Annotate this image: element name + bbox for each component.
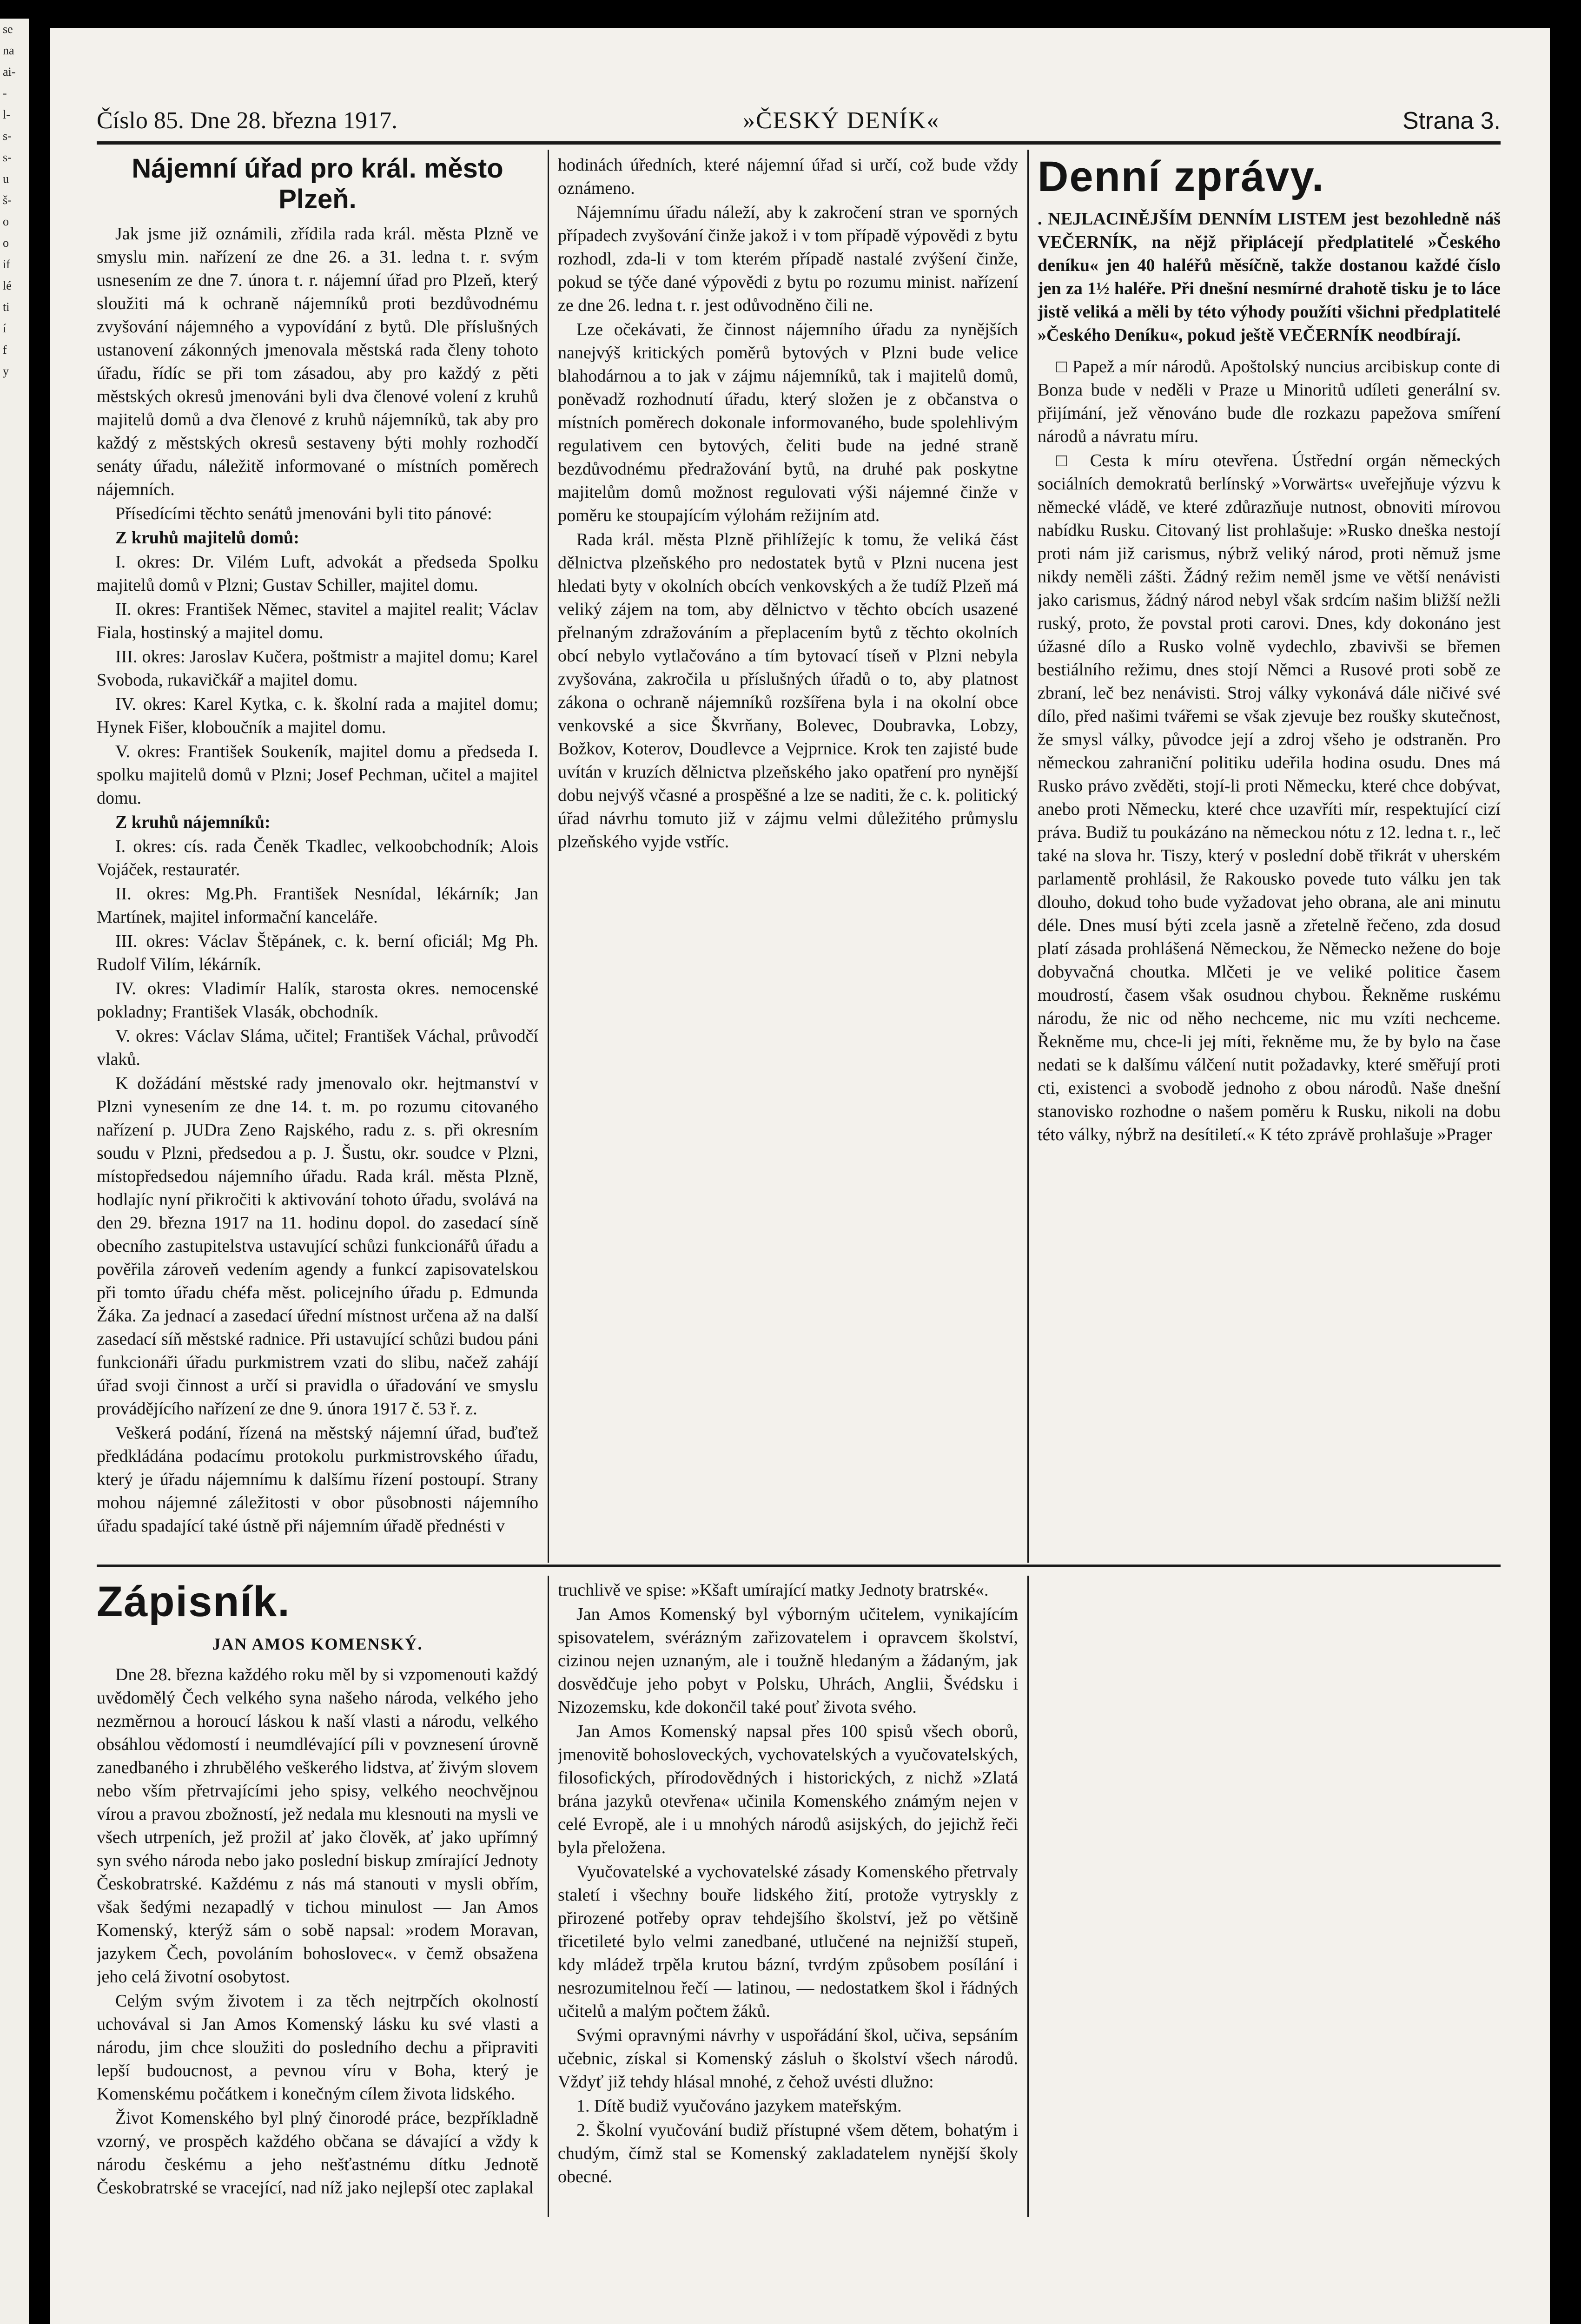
article-paragraph: I. okres: Dr. Vilém Luft, advokát a předseda Spolku majitelů domů v Plzni; Gustav Schiller, majitel domu. xyxy=(97,552,538,595)
strip-fragment: na xyxy=(3,44,14,57)
strip-fragment: ai- xyxy=(3,65,16,79)
article-paragraph: III. okres: Václav Štěpánek, c. k. berní oficiál; Mg Ph. Rudolf Vilím, lékárník. xyxy=(97,931,538,974)
column-divider xyxy=(548,150,549,1563)
news-item: □ Cesta k míru otevřena. Ústřední orgán německých sociálních demokratů berlínský »Vorwärts« uveřejňuje výzvu k německé vládě, ve které zdůrazňuje nutnost, obnoviti mírovou nabídku Rusku. Citovaný list prohlašuje: »Rusko dneška nestojí proti nám již carismus, nýbrž veliký národ, proti němuž jsme nikdy neměli zášti. Žádný režim neměl jsme ve větší nenávisti jako carismus, žádný národ nebyl však srdcím našim bližší nežli ruský, proto, že povstal proti carovi. Dnes, kdy dokonáno jest úžasné dílo a Rusko volně vydechlo, zbavivši se břemen bestiálního režimu, dnes stojí Němci a Rusové proti sobě ze zbraní, leč bez nenávisti. Stroj války vykonává dále ničivé své dílo, před našimi tvářemi se však zjevuje bez roušky skutečnost, že smysl války, původce její a zdroj všeho je odstraněn. Pro německou zahraniční politiku udeřila hodina osudu. Dnes má Rusko právo zvěděti, stojí-li proti Německu, které chce dobývat, anebo proti Německu, které chce uzavříti mír, respektující cizí práva. Budiž tu poukázáno na německou nótu z 12. ledna t. r., leč také na slova hr. Tiszy, který v poslední době třikrát v uherském parlamentě prohlásil, že Rakousko povede tuto válku jen tak dlouho, dokud toho bude vyžadovat jeho obrana, ale ani minutu déle. Dnes musí býti zcela jasně a zřetelně řečeno, zda dosud platí zásada prohlášená Německou, že Německo nežene do boje dobyvačná choutka. Mlčeti je ve veliké politice časem moudrostí, časem však osudnou chybou. Řekněme ruskému národu, že nic od něho nechceme, nic mu vzíti nechceme. Řekněme mu, chce-li jej míti, řekněme mu, že by bylo na čase nedati se k dalšímu válčení nutit požadavky, které směřují proti cti, existenci a svobodě jednoho z obou národů. Naše dnešní stanovisko rozhodne o našem poměru k Rusku, nikoli na dobu této války, nýbrž na desítiletí.« K této zprávě prohlašuje »Prager xyxy=(1038,451,1501,1144)
notebook-paragraph: Život Komenského byl plný činorodé práce, bezpříkladně vzorný, ve prospěch každého občana se dávající a vždy k národu českému a jeho nešťastnému dítku Jednotě Českobratrské se vracející, nad níž jako nejlepší otec zaplakal xyxy=(97,2108,538,2198)
news-item: □ Papež a mír národů. Apoštolský nuncius arcibiskup conte di Bonza bude v neděli v Praze u Minoritů udíleti generální sv. přijímání, jež věnováno bude dle rozkazu papežova smíření národů a návratu míru. xyxy=(1038,357,1501,446)
adjacent-page-strip xyxy=(0,19,29,2324)
page-header xyxy=(97,102,1501,139)
notebook-paragraph: Jan Amos Komenský byl výborným učitelem, vynikajícím spisovatelem, svérázným zařizovatelem i opravcem školství, cizinou nejen uznaným, ale i toužně hledaným a žádaným, jak dosvědčuje jeho pobyt v Polsku, Uhrách, Anglii, Švédsku i Nizozemsku, kde dokončil také pouť života svého. xyxy=(558,1604,1018,1717)
article-paragraph: I. okres: cís. rada Čeněk Tkadlec, velkoobchodník; Alois Vojáček, restauratér. xyxy=(97,837,538,879)
header-rule xyxy=(97,141,1501,145)
daily-news-column xyxy=(1038,153,1501,1557)
article-paragraph: II. okres: František Němec, stavitel a majitel realit; Václav Fiala, hostinský a majitel domu. xyxy=(97,600,538,642)
strip-fragment: u xyxy=(3,172,9,185)
news-headline: Denní zprávy. xyxy=(1038,153,1325,200)
article-paragraph: V. okres: František Soukeník, majitel domu a předseda I. spolku majitelů domů v Plzni; Josef Pechman, učitel a majitel domu. xyxy=(97,742,538,808)
notebook-paragraph: truchlivě ve spise: »Kšaft umírající matky Jednoty bratrské«. xyxy=(558,1580,989,1600)
paper-title: »ČESKÝ DENÍK« xyxy=(743,107,940,134)
notebook-paragraph: 1. Dítě budiž vyučováno jazykem mateřským. xyxy=(576,2096,902,2116)
strip-fragment: y xyxy=(3,364,9,378)
article-headline: Nájemní úřad pro král. město Plzeň. xyxy=(132,153,503,214)
strip-fragment: š- xyxy=(3,193,12,207)
article-paragraph: Z kruhů majitelů domů: xyxy=(115,528,299,548)
article-paragraph: III. okres: Jaroslav Kučera, poštmistr a majitel domu; Karel Svoboda, rukavičkář a majitel domu. xyxy=(97,647,538,690)
article-paragraph: Jak jsme již oznámili, zřídila rada král. města Plzně ve smyslu min. nařízení ze dne 26. a 31. ledna t. r. svým usnesením ze dne 7. února t. r. nájemní úřad pro Plzeň, který sloužiti má k ochraně nájemníků proti bezdůvodnému zvyšování nájemného a vypovídání z bytů. Dle příslušných ustanovení zákonných jmenovala městská rada členy tohoto úřadu, řídíc se při tom zásadou, aby pro každý z pěti městských okresů jmenováni byli dva členové volení z kruhů majitelů domů a dva členové z kruhů nájemníků, tak aby pro každý z městských okresů sestaveny býti mohly rozhodčí senáty úřadu, náležitě informované o místních poměrech nájemních. xyxy=(97,224,538,499)
subscription-notice: . NEJLACINĚJŠÍM DENNÍM LISTEM jest bezohledně náš VEČERNÍK, na nějž připlácejí předplatitelé »Českého deníku« jen 40 haléřů měsíčně, takže dostanou každé číslo jen za 1½ haléře. Při dnešní nesmírné drahotě tisku je to láce jistě veliká a měli by této výhody použíti všichni předplatitelé »Českého Deníku«, pokud ještě VEČERNÍK neodbírají. xyxy=(1038,209,1501,345)
article-column-2 xyxy=(558,153,1018,1557)
strip-fragment: í xyxy=(3,322,7,335)
notebook-paragraph: 2. Školní vyučování budiž přístupné všem dětem, bohatým i chudým, čímž stal se Komenský zakladatelem nynější školy obecné. xyxy=(558,2120,1018,2186)
article-paragraph: IV. okres: Karel Kytka, c. k. školní rada a majitel domu; Hynek Fišer, kloboučník a majitel domu. xyxy=(97,694,538,737)
article-paragraph: Z kruhů nájemníků: xyxy=(115,812,271,832)
newspaper-page xyxy=(50,28,1550,2324)
column-divider xyxy=(1027,1576,1029,2217)
article-paragraph: Přísedícími těchto senátů jmenováni byli tito pánové: xyxy=(115,504,492,523)
column-divider xyxy=(548,1576,549,2217)
strip-fragment: ti xyxy=(3,300,10,314)
article-paragraph: Rada král. města Plzně přihlížejíc k tomu, že veliká část dělnictva plzeňského pro nedostatek bytů v Plzni nucena jest hledati byty v okolních obcích venkovských a že tudíž Plzeň má veliký zájem na tom, aby dělnictvo v těchto obcích usazené přelnaným zdražováním a přeplacením bytů z těchto okolních obcí nebylo vytlačováno a tím bytovací tíseň v Plzni nebyla zvyšována, zakročila u příslušných úřadů o to, aby platnost zákona o ochraně nájemníků rozšířena byla i na okolní obce venkovské a sice Škvrňany, Bolevec, Doubravka, Lobzy, Božkov, Koterov, Doudlevce a Vejprnice. Krok ten zajisté bude uvítán v kruzích dělnictva plzeňského jako opatření pro nynější dobu nejvýš včasné a prospěšné a lze se naditi, že c. k. politický úřad návrhu tomuto již v zájmu velmi důležitého průmyslu plzeňského vyjde vstříc. xyxy=(558,530,1018,852)
article-paragraph: Nájemnímu úřadu náleží, aby k zakročení stran ve sporných případech zvyšování činže jakož i v tom případě výpovědi z bytu rozhodl, zda-li v tom kterém případě nastalé zvýšení činže, pokud se týče dané výpovědi z bytu po rozumu minist. nařízení ze dne 26. ledna t. r. jest odůvodněno čili ne. xyxy=(558,203,1018,315)
notebook-column-2 xyxy=(558,1578,1018,2211)
article-paragraph: K dožádání městské rady jmenovalo okr. hejtmanství v Plzni vynesením ze dne 14. t. m. po rozumu citovaného nařízení p. JUDra Zeno Rajského, radu z. s. při okresním soudu v Plzni, předsedou a p. J. Šustu, okr. soudce v Plzni, místopředsedou nájemního úřadu. Rada král. města Plzně, hodlajíc nyní přikročiti k aktivování tohoto úřadu, svolává na den 29. března 1917 na 11. hodinu dopol. do zasedací síně obecního zastupitelstva ustavující schůzi funkcionářů úřadu a pověřila zároveň vedením agendy a funkcí zapisovatelskou při tomto úřadu chéfa měst. policejního úřadu p. Edmunda Žáka. Za jednací a zasedací úřední místnost určena až na další zasedací síň městské radnice. Při ustavující schůzi budou páni funkcionáři úřadu purkmistrem vzati do slibu, načež zahájí úřad svoji činnost a určí si pravidla o úřadování ve smyslu provádějícího nařízení ze dne 9. února 1917 č. 53 ř. z. xyxy=(97,1074,538,1419)
notebook-subhead: JAN AMOS KOMENSKÝ. xyxy=(212,1635,423,1653)
strip-fragment: o xyxy=(3,215,9,228)
column-divider xyxy=(1027,150,1029,1563)
page-number: Strana 3. xyxy=(1402,107,1501,134)
strip-fragment: o xyxy=(3,236,9,250)
notebook-headline: Zápisník. xyxy=(97,1578,291,1625)
strip-fragment: l- xyxy=(3,108,10,121)
strip-fragment: lé xyxy=(3,279,12,292)
article-paragraph: hodinách úředních, které nájemní úřad si určí, což bude vždy oznámeno. xyxy=(558,155,1018,198)
issue-date: Číslo 85. Dne 28. března 1917. xyxy=(97,107,398,134)
strip-fragment: if xyxy=(3,257,10,271)
article-paragraph: Lze očekávati, že činnost nájemního úřadu za nynějších nanejvýš kritických poměrů bytových v Plzni bude velice blahodárnou a to jak v zájmu nájemníků, tak i majitelů domů, poněvadž rozhodnutí úřadu, který složen je z občanstva o místních poměrech dokonale informovaného, bude spolehlivým regulativem cen bytových, čeliti bude na jedné straně bezdůvodnému předražování bytů, na druhé pak poskytne majitelům domů možnost regulovati výši nájemné činže v poměru ke stoupajícím výlohám režijním atd. xyxy=(558,320,1018,525)
article-paragraph: V. okres: Václav Sláma, učitel; František Váchal, průvodčí vlaků. xyxy=(97,1026,538,1069)
notebook-paragraph: Svými opravnými návrhy v uspořádání škol, učiva, sepsáním učebnic, získal si Komenský zásluh o školství všech národů. Vždyť již tehdy hlásal mnohé, z čehož uvésti dlužno: xyxy=(558,2026,1018,2092)
strip-fragment: s- xyxy=(3,129,12,143)
strip-fragment: f xyxy=(3,343,7,357)
notebook-paragraph: Vyučovatelské a vychovatelské zásady Komenského přetrvaly staletí i všechny bouře lidského žití, protože vytryskly z přirozené potřeby oprav tehdejšího školství, jež po většině třicetileté bylo velmi zanedbané, utlučené na nejnižší stupeň, kdy mládež trpěla krutou bázní, tvrdým způsobem posílání i nesrozumitelnou řečí — latinou, — nedostatkem škol i řádných učitelů a malým počtem žáků. xyxy=(558,1862,1018,2021)
article-paragraph: II. okres: Mg.Ph. František Nesnídal, lékárník; Jan Martínek, majitel informační kanceláře. xyxy=(97,884,538,927)
strip-fragment: s- xyxy=(3,151,12,164)
article-paragraph: IV. okres: Vladimír Halík, starosta okres. nemocenské pokladny; František Vlasák, obchodník. xyxy=(97,979,538,1022)
notebook-paragraph: Dne 28. března každého roku měl by si vzpomenouti každý uvědomělý Čech velkého syna našeho národa, velkého jeho nezměrnou a horoucí láskou k naší vlasti a národu, velkého obsáhlou vědomostí i neumdlévající píli v povznesení úrovně zanedbaného i zhrubělého veškerého lidstva, ať živým slovem nebo vším přetrvajícími jeho spisy, velkého neochvějnou vírou a pravou zbožností, jež nedala mu klesnouti na mysli ve všech utrpeních, jež prožil ať jako člověk, ať jako upřímný syn svého národa nebo jako poslední biskup zmírající Jednoty Českobratrské. Každému z nás má stanouti v mysli obřím, však šedými nezapadlý v tichou minulost — Jan Amos Komenský, kterýž sám o sobě napsal: »rodem Moravan, jazykem Čech, povoláním bohoslovec«. v čemž obsažena jeho celá životní osobytost. xyxy=(97,1665,538,1987)
strip-fragment: - xyxy=(3,86,7,100)
article-column-1 xyxy=(97,153,538,1557)
notebook-column-1 xyxy=(97,1578,538,2211)
notebook-paragraph: Jan Amos Komenský napsal přes 100 spisů všech oborů, jmenovitě bohosloveckých, vychovatelských a vyučovatelských, filosofických, přírodovědných i historických, z nichž »Zlatá brána jazyků otevřena« učinila Komenského známým nejen v celé Evropě, ale i u mnohých národů asijských, do jejichž řeči byla přeložena. xyxy=(558,1722,1018,1857)
notebook-column-3 xyxy=(1038,1578,1501,2211)
notebook-paragraph: Celým svým životem i za těch nejtrpčích okolností uchovával si Jan Amos Komenský lásku ku své vlasti a národu, jim chce sloužiti do posledního dechu a připraviti lepší budoucnost, a pevnou víru v Boha, který je Komenskému počátkem i konečným cílem života lidského. xyxy=(97,1991,538,2104)
strip-fragment: se xyxy=(3,22,13,36)
article-paragraph: Veškerá podání, řízená na městský nájemní úřad, buďtež předkládána podacímu protokolu purkmistrovského úřadu, který je úřadu nájemnímu k dalšímu řízení postoupí. Strany mohou nájemné záležitosti v obor působnosti nájemního úřadu spadající také ústně při nájemním úřadě přednésti v xyxy=(97,1423,538,1536)
section-rule xyxy=(97,1565,1501,1567)
